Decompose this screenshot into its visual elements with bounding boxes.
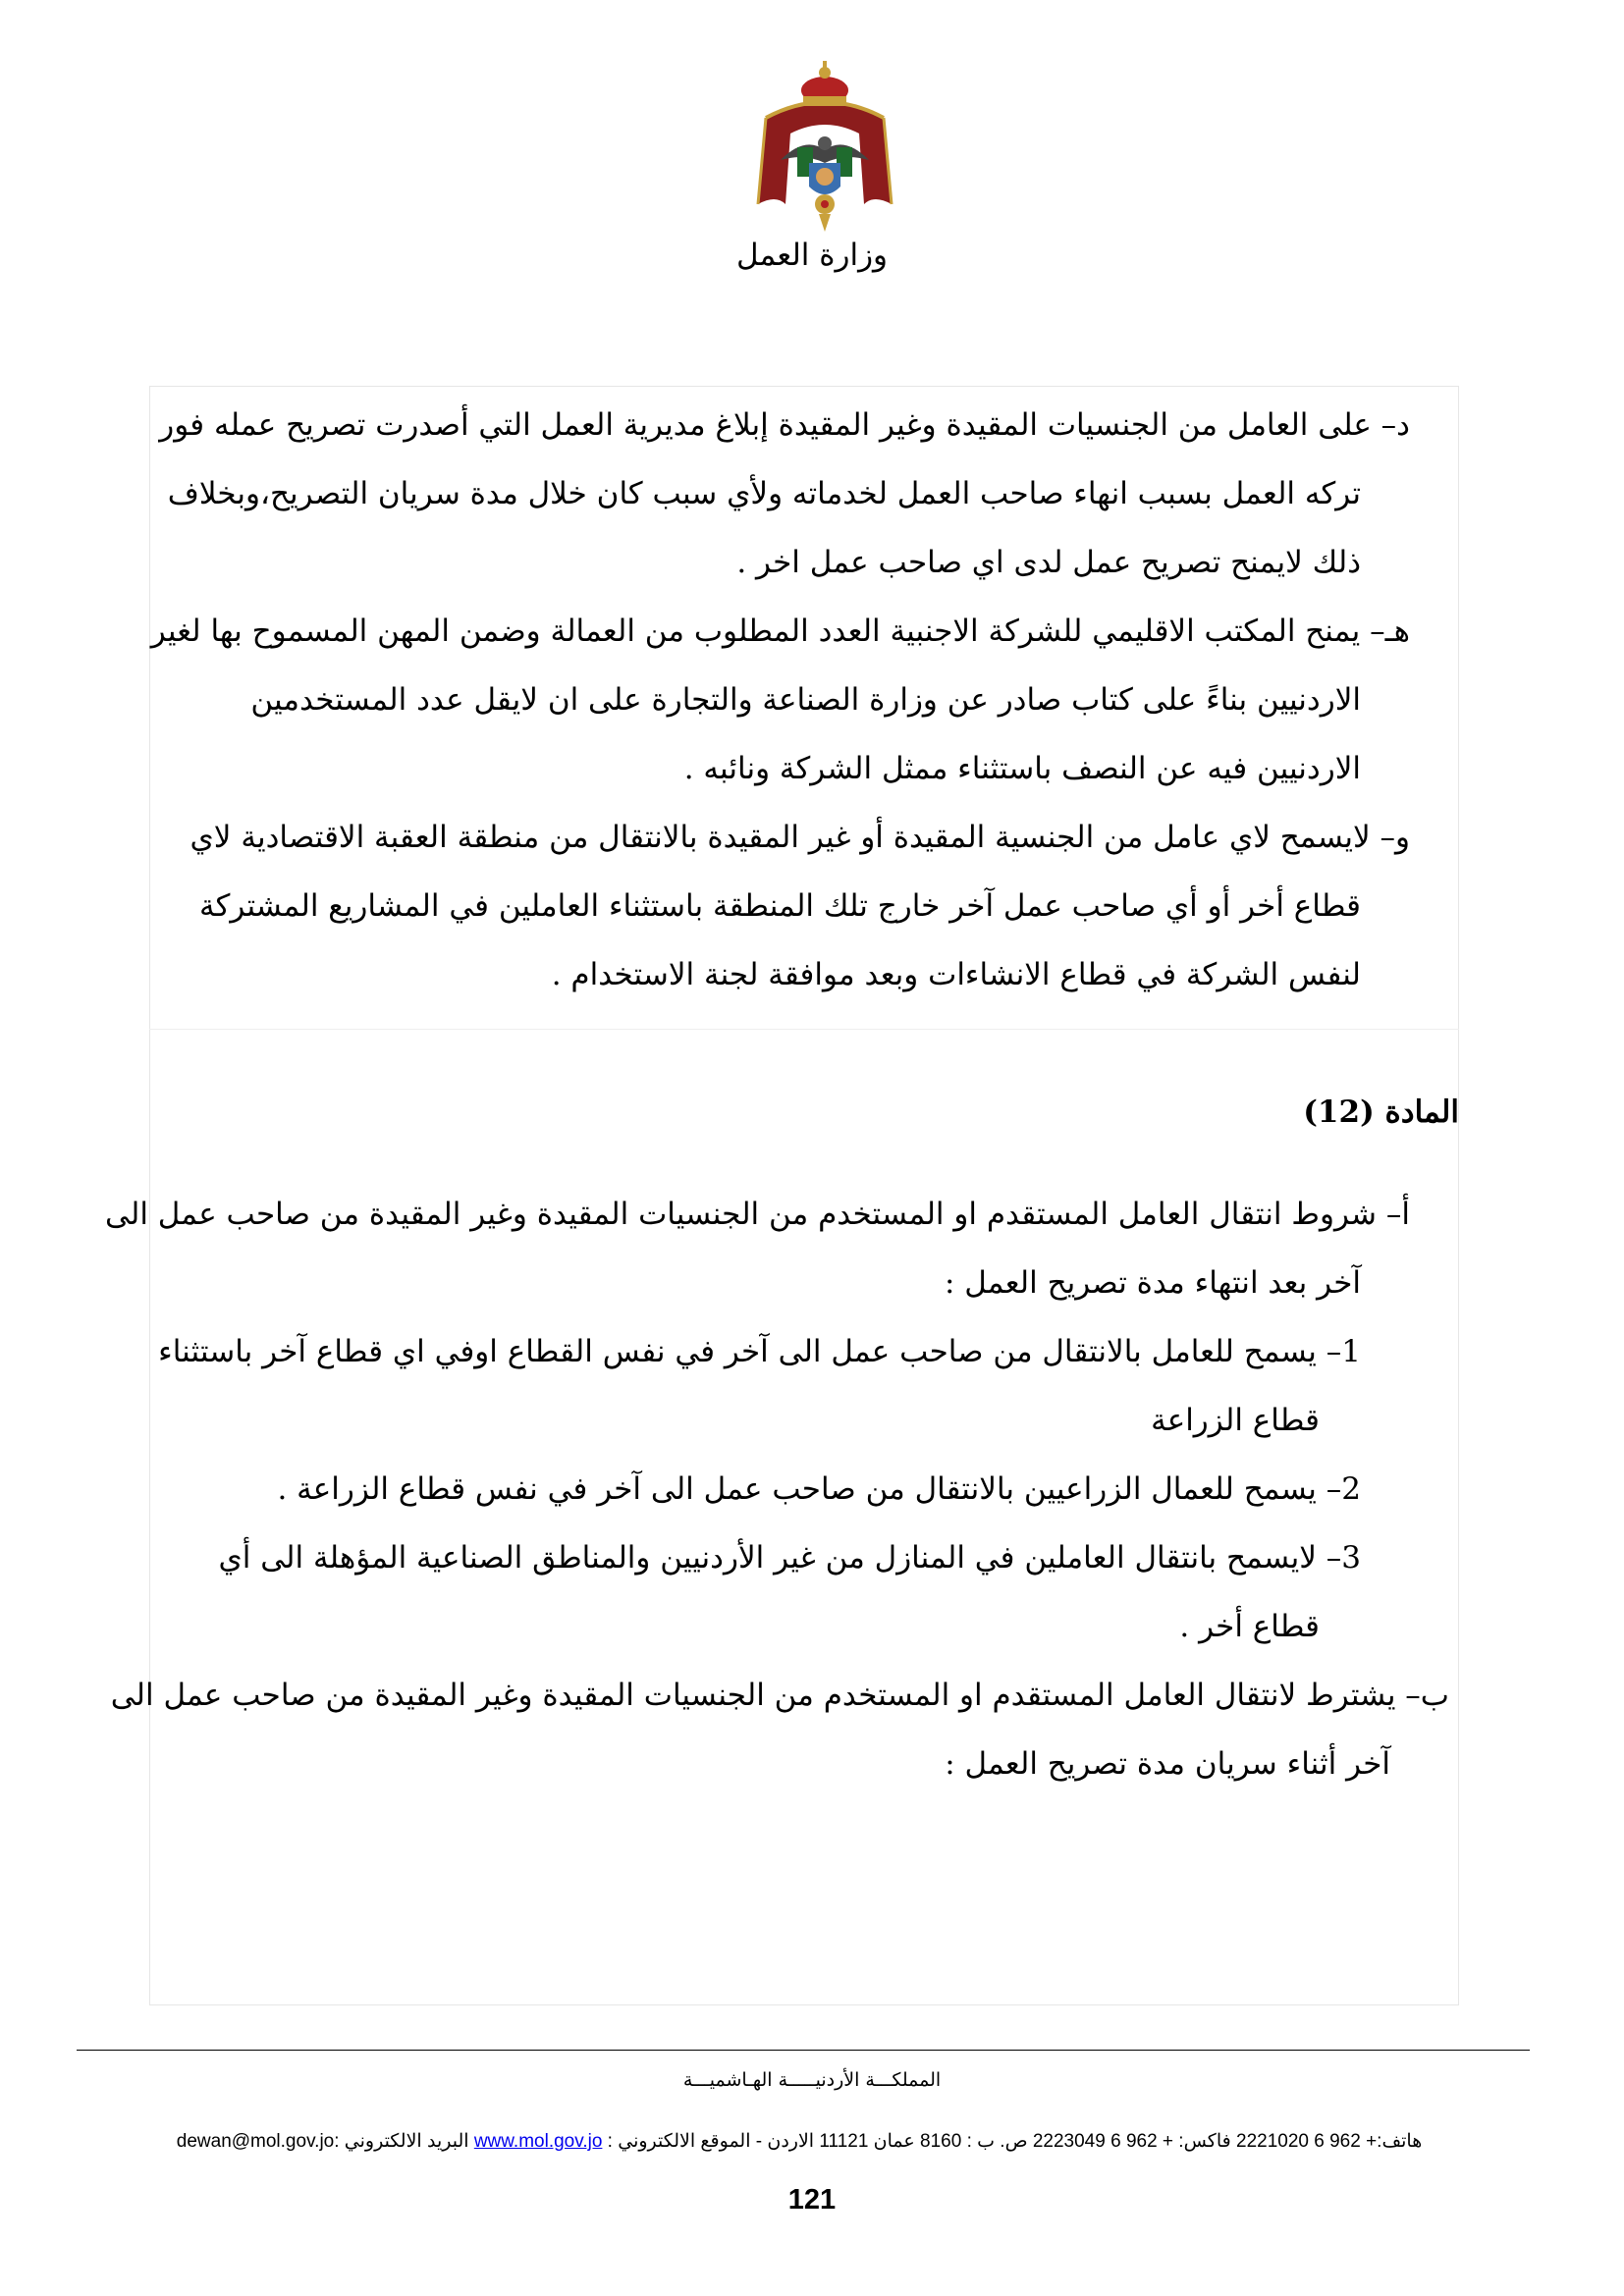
section-d-line-1: د– على العامل من الجنسيات المقيدة وغير المقيدة إبلاغ مديرية العمل التي أصدرت تصريح عمله فور	[159, 407, 1410, 443]
footer-rule	[77, 2050, 1530, 2051]
section-w-line-3: لنفس الشركة في قطاع الانشاءات وبعد موافقة لجنة الاستخدام .	[551, 957, 1361, 992]
clause-a-item-3-line-1: 3– لايسمح بانتقال العاملين في المنازل من غير الأردنيين والمناطق الصناعية المؤهلة الى أي	[218, 1540, 1361, 1575]
page-number: 121	[787, 2184, 837, 2216]
clause-a-item-1-line-2: قطاع الزراعة	[1151, 1403, 1320, 1438]
footer-kingdom-name: المملكـــة الأردنيـــــة الهـاشميـــة	[682, 2069, 942, 2091]
footer-contact-line	[106, 2130, 1492, 2153]
clause-a-line-2: آخر بعد انتهاء مدة تصريح العمل :	[945, 1265, 1361, 1301]
frame-divider	[149, 1029, 1459, 1030]
section-h-line-2: الاردنيين بناءً على كتاب صادر عن وزارة الصناعة والتجارة على ان لايقل عدد المستخدمين	[250, 682, 1361, 718]
footer-contact-prefix: هاتف:+ 962 6 2221020 فاكس: + 962 6 2223049 ص. ب : 8160 عمان 11121 الاردن - الموقع الالكتروني :	[602, 2131, 1423, 2152]
section-w-line-2: قطاع أخر أو أي صاحب عمل آخر خارج تلك المنطقة باستثناء العاملين في المشاريع المشتركة	[198, 888, 1361, 924]
footer-contact-suffix: البريد الالكتروني :dewan@mol.gov.jo	[176, 2131, 474, 2152]
section-h-line-3: الاردنيين فيه عن النصف باستثناء ممثل الشركة ونائبه .	[683, 751, 1361, 786]
website-link[interactable]: www.mol.gov.jo	[473, 2131, 603, 2152]
section-d-line-2: تركه العمل بسبب انهاء صاحب العمل لخدماته ولأي سبب كان خلال مدة سريان التصريح،وبخلاف	[167, 476, 1361, 511]
section-h-line-1: هـ– يمنح المكتب الاقليمي للشركة الاجنبية العدد المطلوب من العمالة وضمن المهن المسموح بها لغير	[150, 614, 1410, 649]
clause-a-item-2: 2– يسمح للعمال الزراعيين بالانتقال من صاحب عمل الى آخر في نفس قطاع الزراعة .	[277, 1471, 1361, 1507]
article-12-heading: المادة (12)	[1303, 1095, 1459, 1130]
clause-b-line-2: آخر أثناء سريان مدة تصريح العمل :	[945, 1746, 1390, 1782]
section-w-line-1: و– لايسمح لاي عامل من الجنسية المقيدة أو غير المقيدة بالانتقال من منطقة العقبة الاقتصادية لاي	[189, 820, 1410, 855]
section-d-line-3: ذلك لايمنح تصريح عمل لدى اي صاحب عمل اخر .	[736, 545, 1361, 580]
clause-b-line-1: ب– يشترط لانتقال العامل المستقدم او المستخدم من الجنسيات المقيدة وغير المقيدة من صاحب عمل الى	[110, 1678, 1449, 1713]
jordan-coat-of-arms-icon	[727, 57, 923, 243]
clause-a-item-1-line-1: 1– يسمح للعامل بالانتقال من صاحب عمل الى آخر في نفس القطاع اوفي اي قطاع آخر باستثناء	[158, 1334, 1361, 1369]
ministry-name: وزارة العمل	[735, 238, 889, 273]
clause-a-line-1: أ– شروط انتقال العامل المستقدم او المستخدم من الجنسيات المقيدة وغير المقيدة من صاحب عمل الى	[105, 1197, 1410, 1232]
clause-a-item-3-line-2: قطاع أخر .	[1179, 1609, 1320, 1644]
